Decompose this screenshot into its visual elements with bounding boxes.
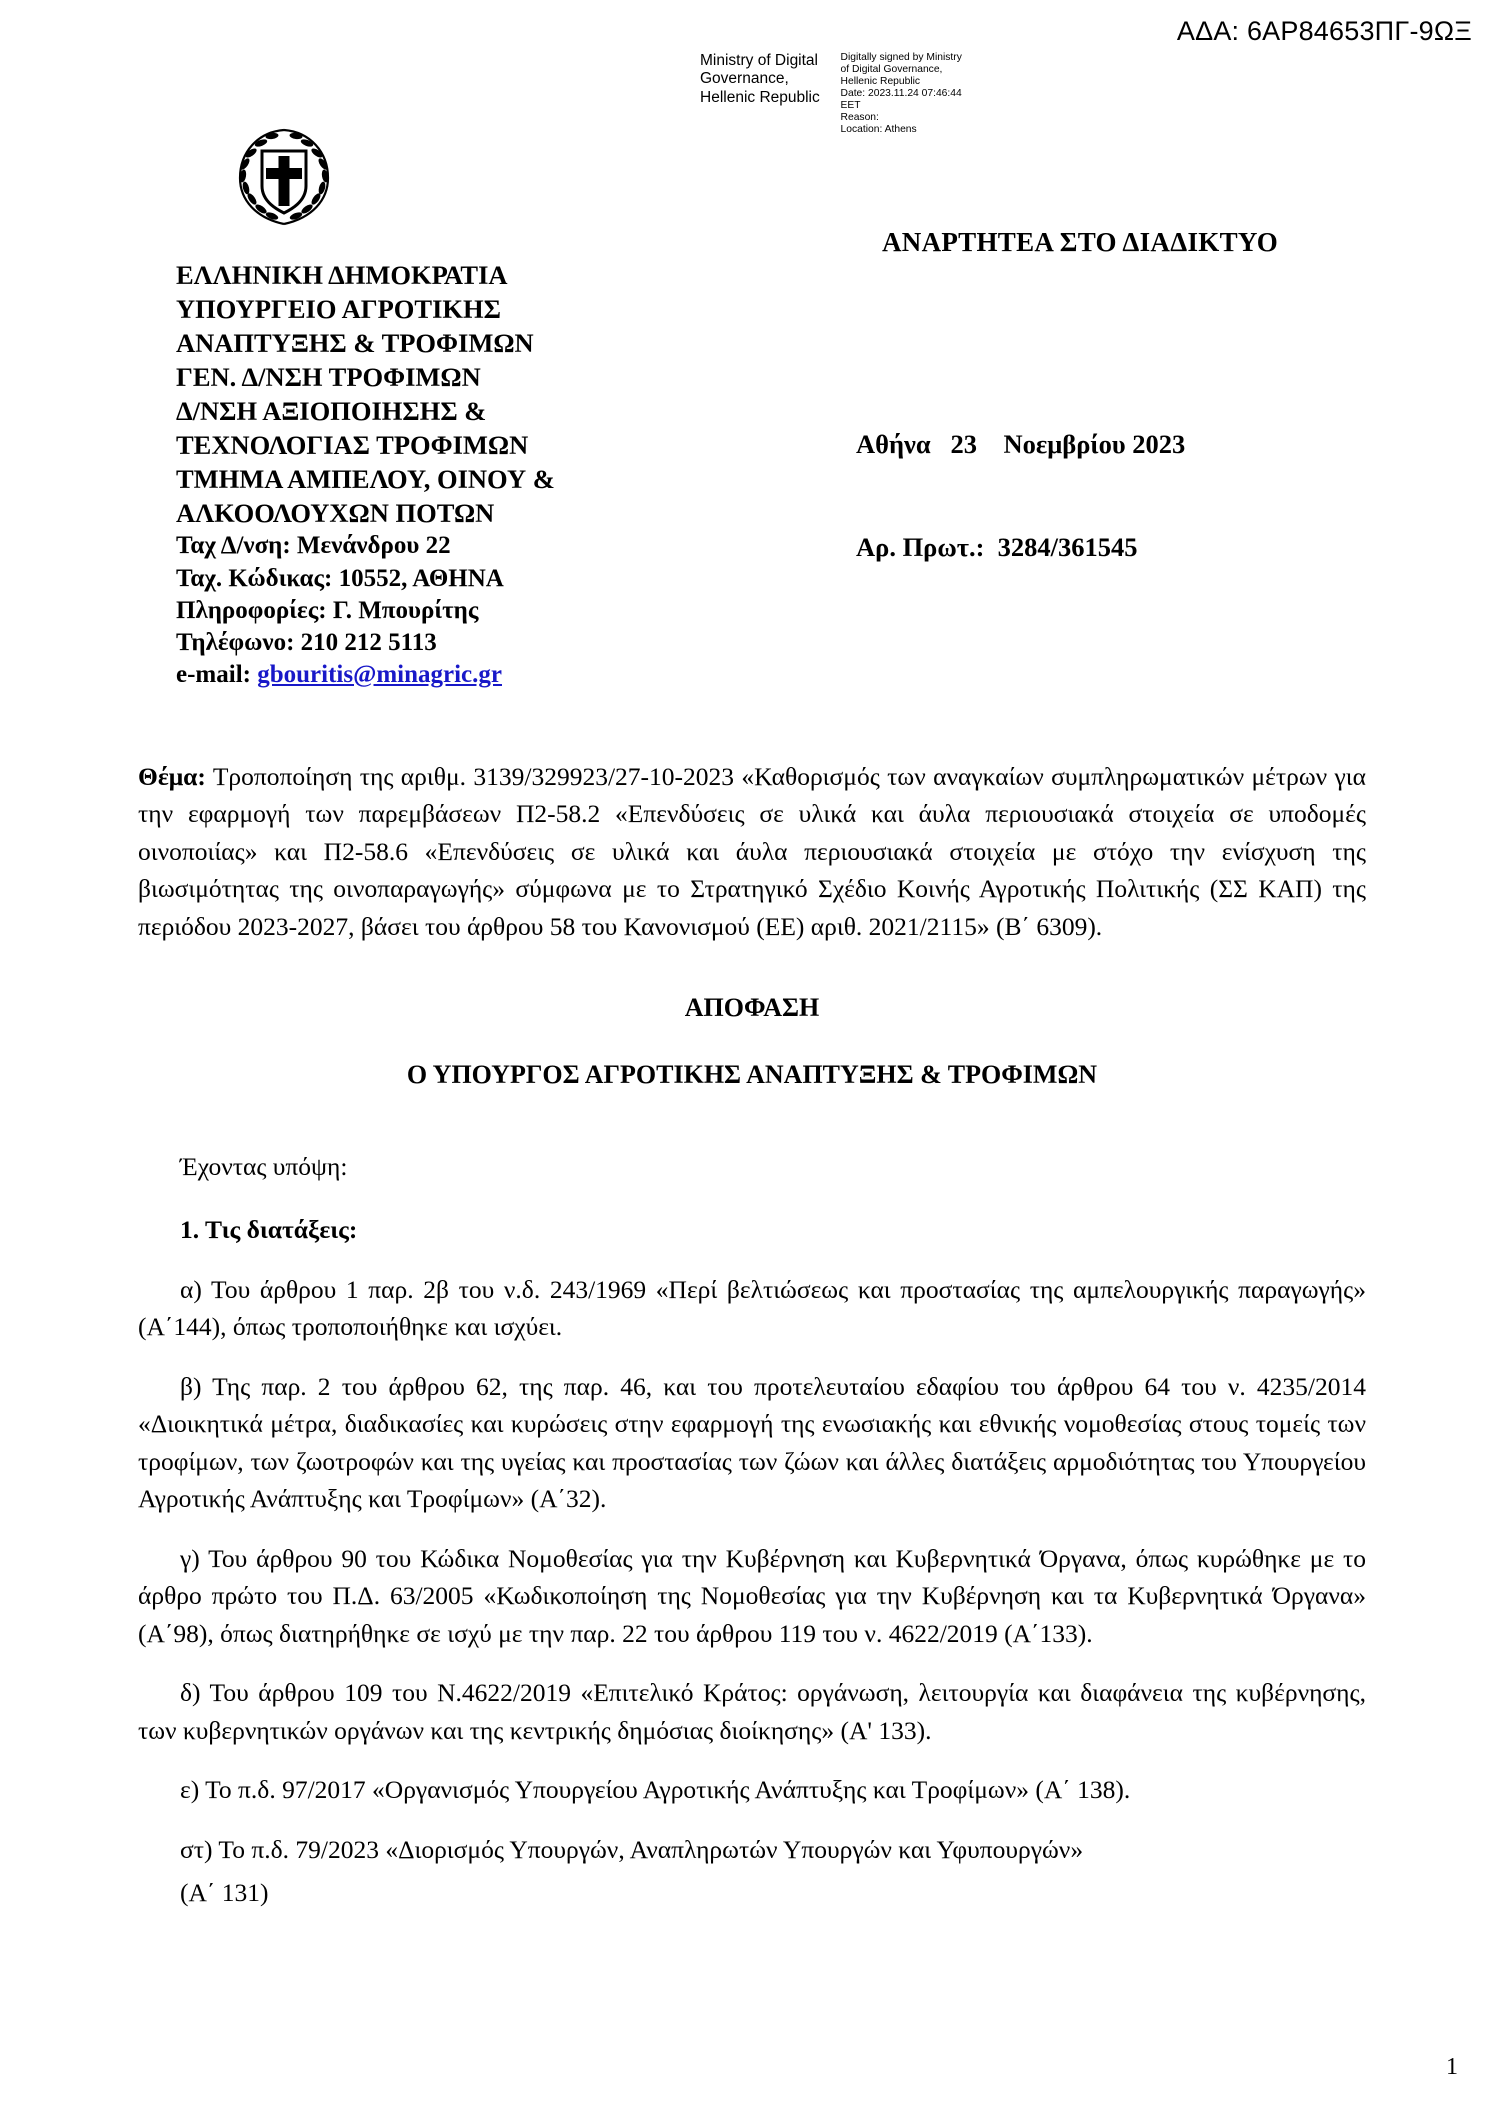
contact-email-row <box>176 659 646 691</box>
provision-item-st: στ) Το π.δ. 79/2023 «Διορισμός Υπουργών, Αναπληρωτών Υπουργών και Υφυπουργών» <box>180 1834 1084 1864</box>
provision-item-e: ε) Το π.δ. 97/2017 «Οργανισμός Υπουργείου Αγροτικής Ανάπτυξης και Τροφίμων» (Α΄ 138). <box>180 1775 1131 1805</box>
ada-code: ΑΔΑ: 6ΑΡ84653ΠΓ-9ΩΞ <box>1176 16 1472 46</box>
authority-line-4: ΓΕΝ. Δ/ΝΣΗ ΤΡΟΦΙΜΩΝ <box>176 362 481 393</box>
contact-postcode: Ταχ. Κώδικας: 10552, ΑΘΗΝΑ <box>176 564 504 592</box>
authority-line-5: Δ/ΝΣΗ ΑΞΙΟΠΟΙΗΣΗΣ & <box>176 396 487 427</box>
hellenic-republic-emblem-icon <box>228 120 340 232</box>
document-body <box>138 758 1366 1918</box>
decision-subtitle: Ο ΥΠΟΥΡΓΟΣ ΑΓΡΟΤΙΚΗΣ ΑΝΑΠΤΥΞΗΣ & ΤΡΟΦΙΜΩΝ <box>406 1059 1098 1089</box>
contact-info: Πληροφορίες: Γ. Μπουρίτης <box>176 596 479 624</box>
provision-item-a: α) Του άρθρου 1 παρ. 2β του ν.δ. 243/1969 «Περί βελτιώσεως και προστασίας της αμπελουργικής παραγωγής» (Α΄144), όπως τροποποιήθηκε και ισχύει. <box>138 1274 1366 1342</box>
document-date: Αθήνα 23 Νοεμβρίου 2023 <box>856 428 1186 459</box>
page-number: 1 <box>1446 2054 1458 2080</box>
signature-detail-timezone: EET <box>840 99 861 111</box>
subject-paragraph <box>138 758 1366 945</box>
date-protocol-block <box>856 358 1185 634</box>
contact-address: Ταχ Δ/νση: Μενάνδρου 22 <box>176 532 451 560</box>
contact-email-label: e-mail: <box>176 660 258 688</box>
preamble-line: Έχοντας υπόψη: <box>180 1151 348 1181</box>
provision-item-d: δ) Του άρθρου 109 του Ν.4622/2019 «Επιτελικό Κράτος: οργάνωση, λειτουργία και διαφάνεια της κυβέρνησης, των κυβερνητικών οργάνων και της κεντρικής δημόσιας διοίκησης» (Α' 133). <box>138 1678 1366 1745</box>
signature-detail-line3: Hellenic Republic <box>840 75 921 87</box>
contact-email-link[interactable]: gbouritis@minagric.gr <box>257 660 502 688</box>
section-1-title: 1. Τις διατάξεις: <box>180 1215 358 1245</box>
subject-label: Θέμα: <box>138 762 206 791</box>
provision-item-c: γ) Του άρθρου 90 του Κώδικα Νομοθεσίας για την Κυβέρνηση και Κυβερνητικά Όργανα, όπως κυρώθηκε με το άρθρο πρώτο του Π.Δ. 63/2005 «Κωδικοποίηση της Νομοθεσίας για την Κυβέρνηση και τα Κυβερνητικά Όργανα» (Α΄98), όπως διατηρήθηκε σε ισχύ με την παρ. 22 του άρθρου 119 του ν. 4622/2019 (Α΄133). <box>138 1543 1366 1648</box>
authority-line-2: ΥΠΟΥΡΓΕΙΟ ΑΓΡΟΤΙΚΗΣ <box>176 294 501 325</box>
provision-item-st-tail: (Α΄ 131) <box>180 1878 269 1908</box>
signature-detail-line1: Digitally signed by Ministry <box>840 52 962 63</box>
issuing-authority-block <box>176 258 646 691</box>
provision-item-b: β) Της παρ. 2 του άρθρου 62, της παρ. 46, και του προτελευταίου εδαφίου του άρθρου 64 του ν. 4235/2014 «Διοικητικά μέτρα, διαδικασίες και κυρώσεις στην εφαρμογή της ενωσιακής και εθνικής νομοθεσίας στους τομείς των τροφίμων, των ζωοτροφών και της υγείας και προστασίας των ζώων και άλλες διατάξεις αρμοδιότητας του Υπουργείου Αγροτικής Ανάπτυξης και Τροφίμων» (Α΄32). <box>138 1371 1366 1514</box>
contact-phone: Τηλέφωνο: 210 212 5113 <box>176 628 437 656</box>
signature-signer-name <box>700 52 833 107</box>
digital-signature-stamp <box>700 52 990 136</box>
signature-detail-reason: Reason: <box>840 111 879 123</box>
decision-title: ΑΠΟΦΑΣΗ <box>684 993 820 1023</box>
subject-text: Τροποποίηση της αριθμ. 3139/329923/27-10-2023 «Καθορισμός των αναγκαίων συμπληρωματικών μέτρων για την εφαρμογή των παρεμβάσεων Π2-58.2 «Επενδύσεις σε υλικά και άυλα περιουσιακά στοιχεία σε υποδομές οινοποιίας» και Π2-58.6 «Επενδύσεις σε υλικά και άυλα περιουσιακά στοιχεία με στόχο την ενίσχυση της βιωσιμότητας της οινοπαραγωγής» σύμφωνα με το Στρατηγικό Σχέδιο Κοινής Αγροτικής Πολιτικής (ΣΣ ΚΑΠ) της περιόδου 2023-2027, βάσει του άρθρου 58 του Κανονισμού (ΕΕ) αριθ. 2021/2115» (Β΄ 6309). <box>138 762 1366 941</box>
signature-detail-line2: of Digital Governance, <box>840 63 943 75</box>
signature-detail-location: Location: Athens <box>840 123 917 135</box>
authority-line-3: ΑΝΑΠΤΥΞΗΣ & ΤΡΟΦΙΜΩΝ <box>176 328 534 359</box>
protocol-number: Αρ. Πρωτ.: 3284/361545 <box>856 532 1138 563</box>
signature-detail-date: Date: 2023.11.24 07:46:44 <box>840 87 962 99</box>
signature-signer-line2: Governance, <box>700 70 789 88</box>
authority-line-6: ΤΕΧΝΟΛΟΓΙΑΣ ΤΡΟΦΙΜΩΝ <box>176 430 529 461</box>
authority-line-8: ΑΛΚΟΟΛΟΥΧΩΝ ΠΟΤΩΝ <box>176 498 495 529</box>
authority-line-1: ΕΛΛΗΝΙΚΗ ΔΗΜΟΚΡΑΤΙΑ <box>176 260 508 290</box>
authority-line-7: ΤΜΗΜΑ ΑΜΠΕΛΟΥ, ΟΙΝΟΥ & <box>176 464 555 495</box>
signature-signer-line3: Hellenic Republic <box>700 88 820 106</box>
signature-details <box>841 52 990 136</box>
signature-signer-line1: Ministry of Digital <box>700 52 818 69</box>
publication-notice: ΑΝΑΡΤΗΤΕΑ ΣΤΟ ΔΙΑΔΙΚΤΥΟ <box>881 227 1278 257</box>
